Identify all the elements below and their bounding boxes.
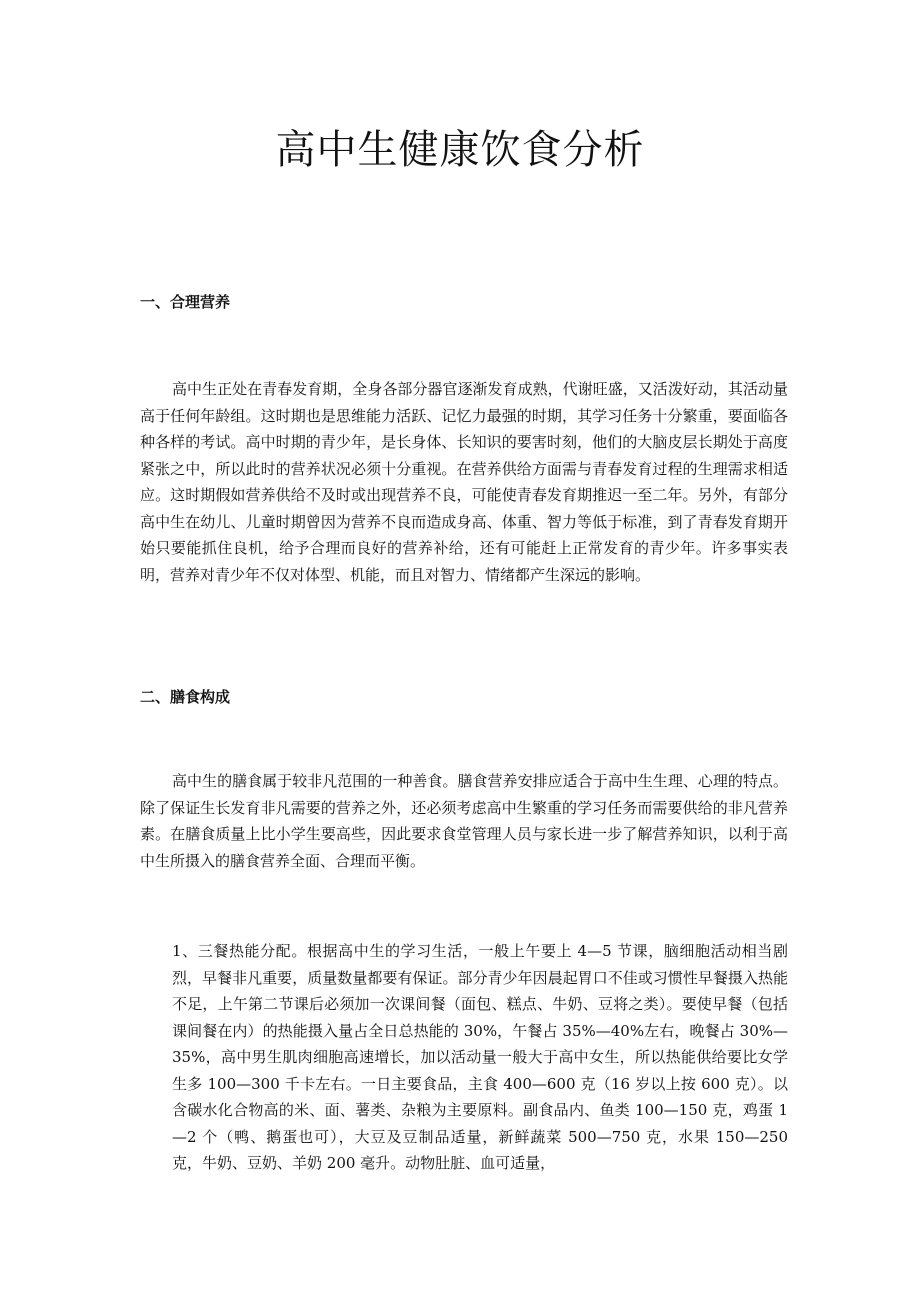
section-heading-nutrition: 一、合理营养 <box>140 293 231 311</box>
list-item-meal-energy: 1、三餐热能分配。根据高中生的学习生活，一般上午要上 4—5 节课，脑细胞活动相当剧烈，早餐非凡重要，质量数量都要有保证。部分青少年因晨起胃口不佳或习惯性早餐摄入热能不足，上午第二节课后必须加一次课间餐（面包、糕点、牛奶、豆将之类）。要使早餐（包括课间餐在内）的热能摄入量占全日总热能的 30%，午餐占 35%—40%左右，晚餐占 30%—35%，高中男生肌肉细胞高速增长，加以活动量一般大于高中女生，所以热能供给要比女学生多 100—300 千卡左右。一日主要食品，主食 400—600 克（16 岁以上按 600 克）。以含碳水化合物高的米、面、薯类、杂粮为主要原料。副食品内、鱼类 100—150 克，鸡蛋 1—2 个（鸭、鹅蛋也可），大豆及豆制品适量，新鲜蔬菜 500—750 克，水果 150—250 克，牛奶、豆奶、羊奶 200 毫升。动物肚脏、血可适量， <box>172 942 788 1172</box>
section-paragraph-nutrition: 高中生正处在青春发育期，全身各部分器官逐渐发育成熟，代谢旺盛，又活泼好动，其活动量高于任何年龄组。这时期也是思维能力活跃、记忆力最强的时期，其学习任务十分繁重，要面临各种各样的考试。高中时期的青少年，是长身体、长知识的要害时刻，他们的大脑皮层长期处于高度紧张之中，所以此时的营养状况必须十分重视。在营养供给方面需与青春发育过程的生理需求相适应。这时期假如营养供给不及时或出现营养不良，可能使青春发育期推迟一至二年。另外，有部分高中生在幼儿、儿童时期曾因为营养不良而造成身高、体重、智力等低于标准，到了青春发育期开始只要能抓住良机，给予合理而良好的营养补给，还有可能赶上正常发育的青少年。许多事实表明，营养对青少年不仅对体型、机能，而且对智力、情绪都产生深远的影响。 <box>140 380 788 584</box>
section-paragraph-diet-composition: 高中生的膳食属于较非凡范围的一种善食。膳食营养安排应适合于高中生生理、心理的特点。除了保证生长发育非凡需要的营养之外，还必须考虑高中生繁重的学习任务而需要供给的非凡营养素。在膳食质量上比小学生要高些，因此要求食堂管理人员与家长进一步了解营养知识，以利于高中生所摄入的膳食营养全面、合理而平衡。 <box>140 772 788 870</box>
section-heading-diet-composition: 二、膳食构成 <box>140 688 231 706</box>
document-title: 高中生健康饮食分析 <box>275 127 645 173</box>
